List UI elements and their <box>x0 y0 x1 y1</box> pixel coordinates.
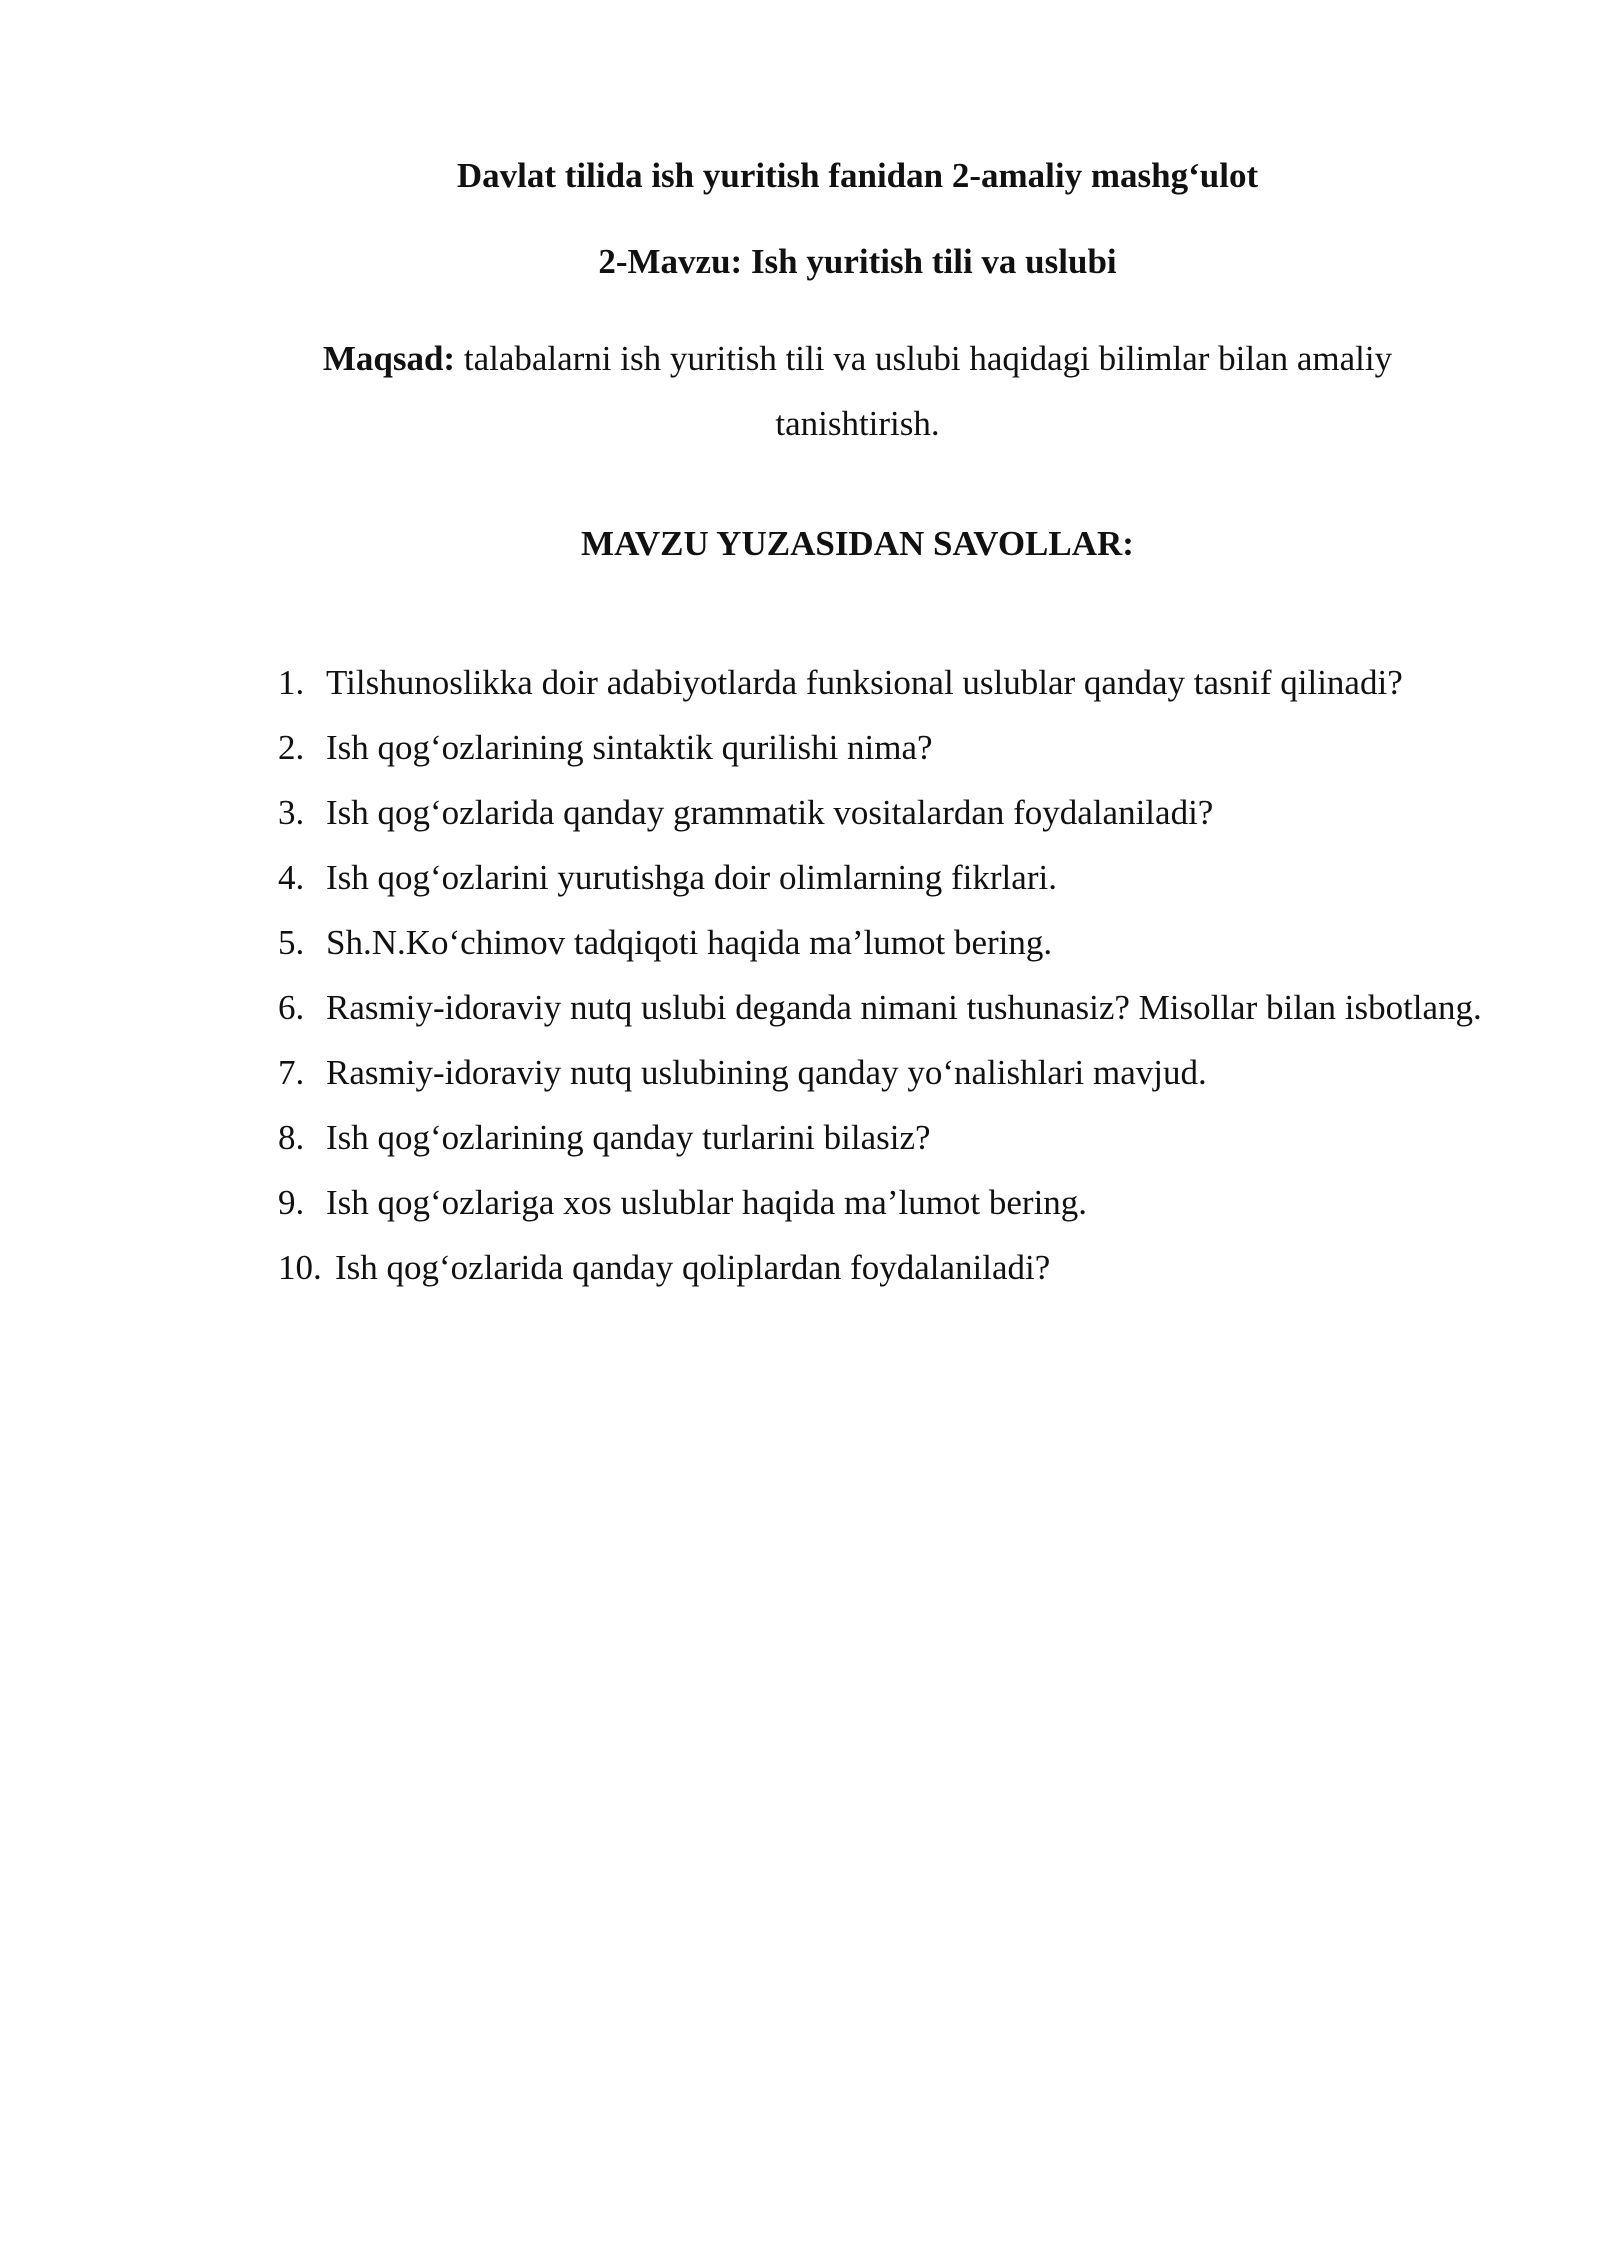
question-number: 7. <box>278 1053 305 1092</box>
question-text: Ish qog‘ozlariga xos uslublar haqida ma’lumot bering. <box>326 1183 1088 1222</box>
list-item <box>278 1235 1578 1300</box>
list-item <box>278 1105 1578 1170</box>
list-item <box>278 975 1578 1040</box>
question-text: Rasmiy-idoraviy nutq uslubi deganda nimani tushunasiz? Misollar bilan isbotlang. <box>326 988 1482 1027</box>
topic-heading: 2-Mavzu: Ish yuritish tili va uslubi <box>598 242 1117 281</box>
question-number: 6. <box>278 988 305 1027</box>
question-number: 9. <box>278 1183 305 1222</box>
question-text: Rasmiy-idoraviy nutq uslubining qanday yo‘nalishlari mavjud. <box>326 1053 1207 1092</box>
question-number: 8. <box>278 1118 305 1157</box>
question-text: Ish qog‘ozlarini yurutishga doir olimlarning fikrlari. <box>326 858 1057 897</box>
question-number: 4. <box>278 858 305 897</box>
question-number: 5. <box>278 923 305 962</box>
question-text: Ish qog‘ozlarida qanday qoliplardan foydalaniladi? <box>335 1248 1051 1287</box>
list-item <box>278 910 1578 975</box>
goal-text: talabalarni ish yuritish tili va uslubi haqidagi bilimlar bilan amaliy tanishtirish. <box>455 339 1393 443</box>
question-number: 2. <box>278 728 305 767</box>
question-text: Ish qog‘ozlarining qanday turlarini bilasiz? <box>326 1118 931 1157</box>
question-text: Ish qog‘ozlarida qanday grammatik vositalardan foydalaniladi? <box>326 793 1214 832</box>
questions-heading: MAVZU YUZASIDAN SAVOLLAR: <box>581 524 1134 563</box>
question-text: Ish qog‘ozlarining sintaktik qurilishi nima? <box>326 728 933 767</box>
document-title: Davlat tilida ish yuritish fanidan 2-amaliy mashg‘ulot <box>456 156 1259 195</box>
questions-list <box>278 650 1578 1300</box>
question-number: 1. <box>278 663 305 702</box>
list-item <box>278 715 1578 780</box>
question-number: 3. <box>278 793 305 832</box>
list-item <box>278 845 1578 910</box>
question-text: Sh.N.Ko‘chimov tadqiqoti haqida ma’lumot bering. <box>326 923 1053 962</box>
list-item <box>278 1040 1578 1105</box>
list-item <box>278 650 1578 715</box>
question-number: 10. <box>278 1248 322 1287</box>
list-item <box>278 1170 1578 1235</box>
goal-label: Maqsad: <box>322 339 456 378</box>
question-text: Tilshunoslikka doir adabiyotlarda funksional uslublar qanday tasnif qilinadi? <box>326 663 1403 702</box>
list-item <box>278 780 1578 845</box>
goal-paragraph <box>280 326 1435 456</box>
